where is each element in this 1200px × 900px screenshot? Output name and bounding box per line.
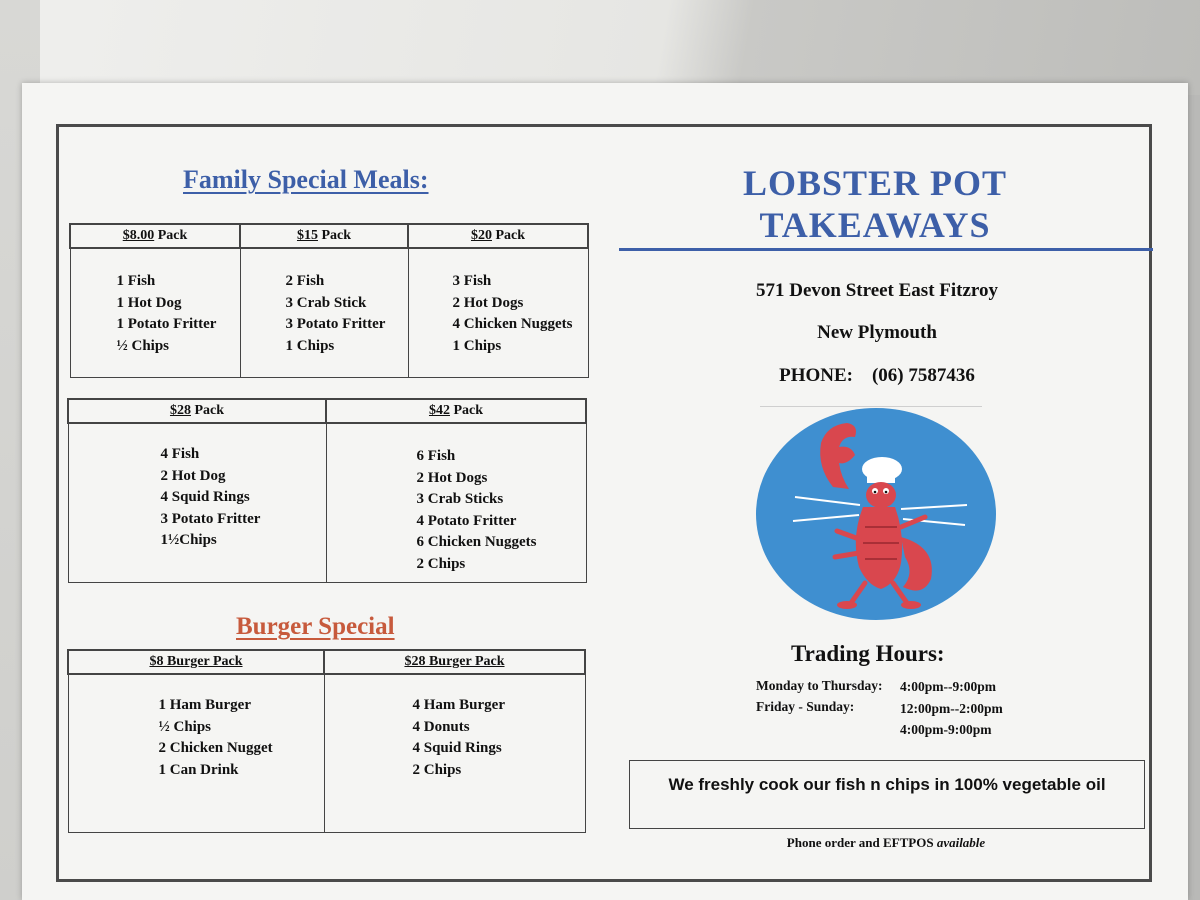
- list-item: 4 Squid Rings: [160, 489, 250, 505]
- pack-header-42: $42 Pack: [326, 399, 586, 423]
- shop-title-line2: TAKEAWAYS: [759, 205, 991, 245]
- burger-table: [67, 649, 586, 833]
- list-item: 2 Hot Dogs: [416, 469, 488, 486]
- burger-pack-header-28: $28 Burger Pack: [324, 650, 585, 674]
- pack-header-20: $20 Pack: [408, 224, 588, 248]
- burger-items-28: [324, 674, 585, 833]
- list-item: 1 Chips: [285, 337, 335, 354]
- list-item: 4 Potato Fritter: [416, 512, 517, 529]
- burger-heading: Burger Special: [236, 613, 395, 640]
- burger-pack-header-8: $8 Burger Pack: [68, 650, 324, 674]
- list-item: 2 Chicken Nugget: [158, 740, 273, 756]
- pack-items-20: [408, 248, 588, 378]
- pack-items-15: [240, 248, 408, 378]
- footer-italic: available: [936, 835, 986, 850]
- list-item: 3 Potato Fritter: [285, 316, 386, 332]
- title-divider: [619, 248, 1153, 251]
- pack-header-15: $15 Pack: [240, 224, 408, 248]
- list-item: 1½Chips: [160, 532, 217, 548]
- footer-text: Phone order and EFTPOS: [786, 835, 934, 850]
- notice-text: We freshly cook our fish n chips in 100% vegetable oil: [668, 775, 1106, 794]
- list-item: ½ Chips: [116, 337, 170, 354]
- list-item: ½ Chips: [158, 718, 212, 735]
- phone-label: PHONE:: [779, 365, 853, 386]
- list-item: 4 Ham Burger: [412, 697, 505, 713]
- vegetable-oil-notice: [629, 760, 1145, 829]
- burger-items-8: [68, 674, 324, 833]
- list-item: 1 Can Drink: [158, 761, 239, 778]
- list-item: 1 Chips: [452, 337, 502, 354]
- list-item: 3 Crab Stick: [285, 294, 367, 311]
- list-item: 1 Fish: [116, 273, 156, 289]
- shop-address: 571 Devon Street East Fitzroy: [755, 280, 999, 301]
- pack-items-8: [70, 248, 240, 378]
- list-item: 4 Donuts: [412, 718, 470, 735]
- list-item: 2 Chips: [412, 761, 462, 778]
- list-item: 6 Chicken Nuggets: [416, 534, 537, 550]
- family-table-row2: [67, 398, 587, 583]
- shop-title-line1: LOBSTER POT: [742, 163, 1008, 203]
- shop-phone: [640, 365, 1114, 387]
- footer-note: [629, 835, 1143, 851]
- list-item: 4 Fish: [160, 446, 200, 462]
- list-item: 3 Potato Fritter: [160, 510, 261, 527]
- list-item: 3 Fish: [452, 273, 492, 289]
- hours-title: Trading Hours:: [791, 641, 945, 666]
- hours-time-2: 12:00pm--2:00pm: [900, 701, 1003, 716]
- list-item: 2 Chips: [416, 555, 466, 572]
- shop-city: New Plymouth: [817, 322, 937, 343]
- list-item: 2 Hot Dog: [160, 467, 226, 484]
- hours-day-2: Friday - Sunday:: [756, 699, 855, 714]
- pack-items-42: [326, 423, 586, 583]
- list-item: 2 Fish: [285, 273, 325, 289]
- hours-time-1: 4:00pm--9:00pm: [900, 679, 996, 694]
- list-item: 3 Crab Sticks: [416, 491, 504, 507]
- hours-time-3: 4:00pm-9:00pm: [900, 722, 992, 737]
- family-heading: Family Special Meals:: [183, 165, 429, 194]
- pack-header-8: $8.00 Pack: [70, 224, 240, 248]
- family-table-row1: [69, 223, 589, 378]
- shop-title: [640, 162, 1110, 246]
- list-item: 6 Fish: [416, 448, 456, 464]
- pack-header-28: $28 Pack: [68, 399, 326, 423]
- list-item: 2 Hot Dogs: [452, 294, 524, 311]
- lobster-chef-icon: [755, 407, 997, 621]
- background-wall: [0, 0, 1200, 95]
- phone-number: (06) 7587436: [871, 365, 975, 386]
- hours-day-1: Monday to Thursday:: [756, 678, 883, 693]
- pack-items-28: [68, 423, 326, 583]
- list-item: 1 Hot Dog: [116, 294, 182, 311]
- list-item: 1 Potato Fritter: [116, 316, 217, 332]
- list-item: 4 Squid Rings: [412, 740, 502, 756]
- list-item: 1 Ham Burger: [158, 697, 251, 713]
- list-item: 4 Chicken Nuggets: [452, 316, 573, 332]
